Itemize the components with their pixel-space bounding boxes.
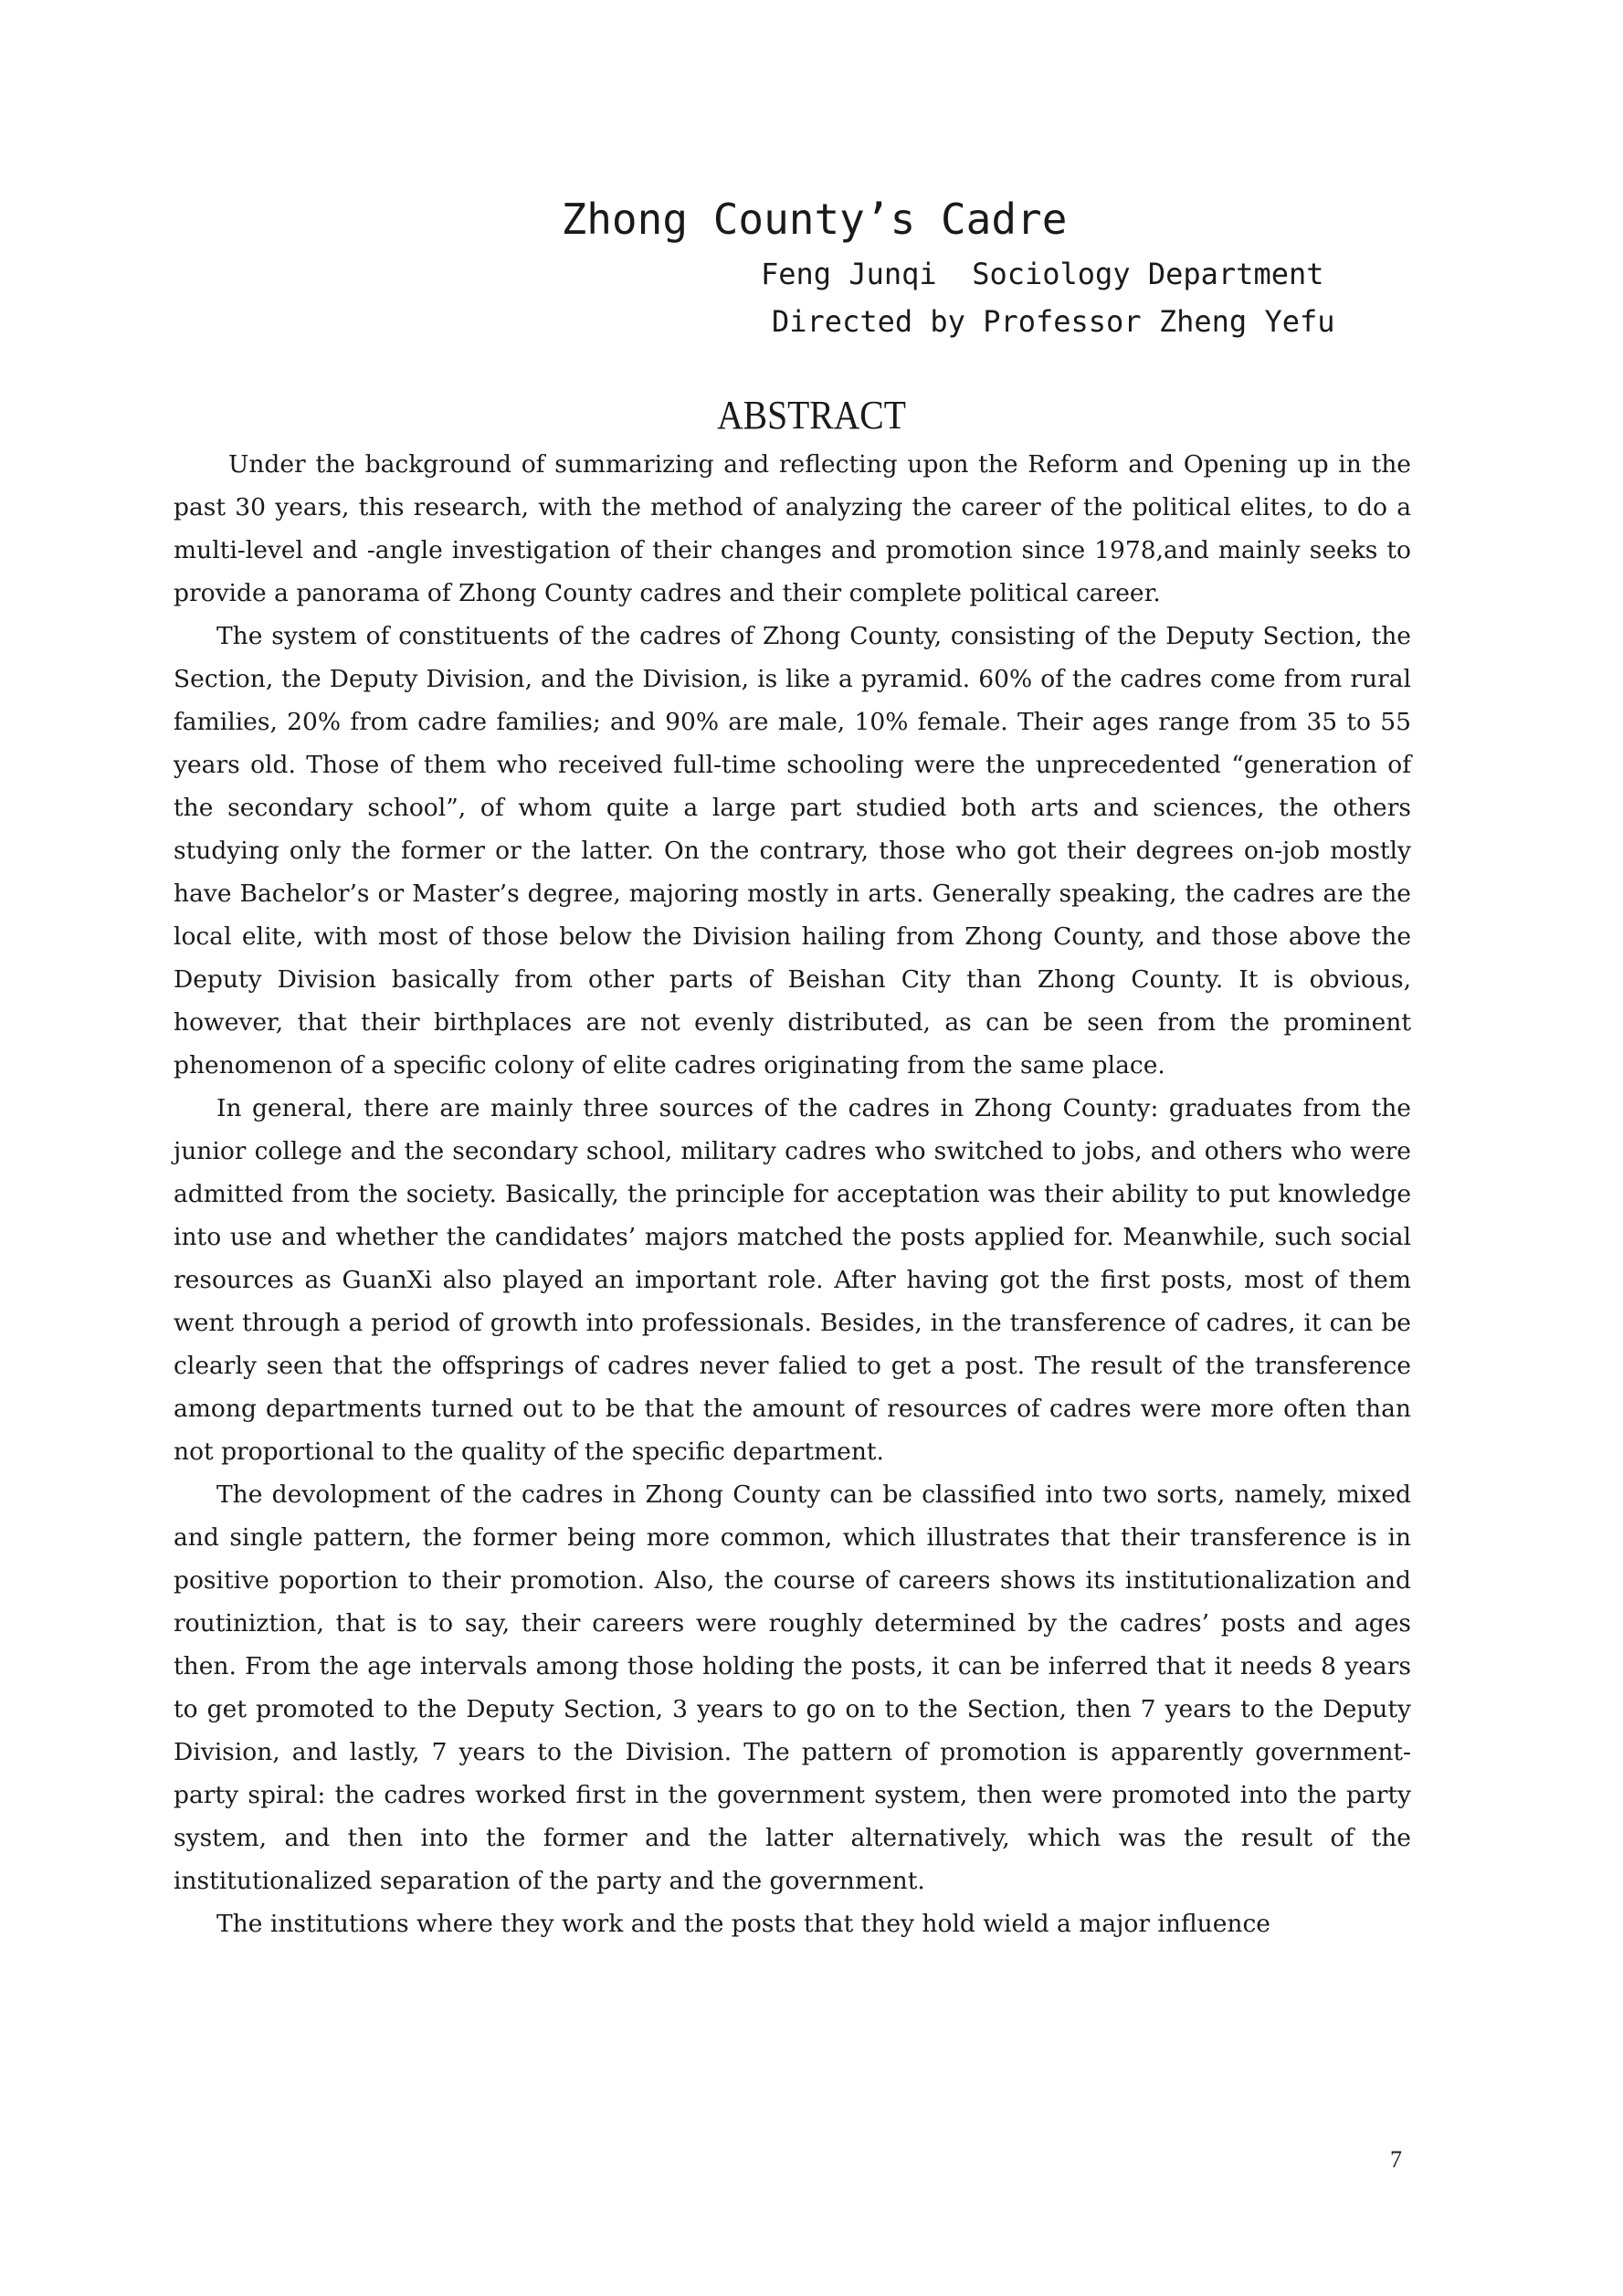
page-number: 7 — [1390, 2146, 1402, 2173]
author-line: Feng Junqi Sociology Department — [761, 257, 1324, 291]
abstract-paragraph: The system of constituents of the cadres of Zhong County, consisting of the Deputy Section, the Section, the Deputy Division, and the Division, is like a pyramid. 60% of the cadres come from rural families, 20% from cadre families; and 90% are male, 10% female. Their ages range from 35 to 55 years old. Those of them who received full-time schooling were the unprecedented “generation of the secondary school”, of whom quite a large part studied both arts and sciences, the others studying only the former or the latter. On the contrary, those who got their degrees on-job mostly have Bachelor’s or Master’s degree, majoring mostly in arts. Generally speaking, the cadres are the local elite, with most of those below the Division hailing from Zhong County, and those above the Deputy Division basically from other parts of Beishan City than Zhong County. It is obvious, however, that their birthplaces are not evenly distributed, as can be seen from the prominent phenomenon of a specific colony of elite cadres originating from the same place. — [174, 622, 1411, 1080]
abstract-paragraph: Under the background of summarizing and reflecting upon the Reform and Opening up in the past 30 years, this research, with the method of analyzing the career of the political elites, to do a multi-level and -angle investigation of their changes and promotion since 1978,and mainly seeks to provide a panorama of Zhong County cadres and their complete political career. — [174, 450, 1411, 607]
abstract-paragraph: The devolopment of the cadres in Zhong County can be classified into two sorts, namely, mixed and single pattern, the former being more common, which illustrates that their transference is in positive poportion to their promotion. Also, the course of careers shows its institutionalization and routiniztion, that is to say, their careers were roughly determined by the cadres’ posts and ages then. From the age intervals among those holding the posts, it can be inferred that it needs 8 years to get promoted to the Deputy Section, 3 years to go on to the Section, then 7 years to the Deputy Division, and lastly, 7 years to the Division. The pattern of promotion is apparently government-party spiral: the cadres worked first in the government system, then were promoted into the party system, and then into the former and the latter alternatively, which was the result of the institutionalized separation of the party and the government. — [174, 1480, 1411, 1895]
abstract-paragraph: The institutions where they work and the posts that they hold wield a major influence — [216, 1910, 1270, 1938]
document-title: Zhong County’s Cadre — [561, 195, 1068, 244]
director-line: Directed by Professor Zheng Yefu — [772, 304, 1335, 339]
abstract-body — [174, 443, 1411, 1945]
abstract-heading: ABSTRACT — [717, 393, 906, 437]
abstract-paragraph: In general, there are mainly three sources of the cadres in Zhong County: graduates from the junior college and the secondary school, military cadres who switched to jobs, and others who were admitted from the society. Basically, the principle for acceptation was their ability to put knowledge into use and whether the candidates’ majors matched the posts applied for. Meanwhile, such social resources as GuanXi also played an important role. After having got the first posts, most of them went through a period of growth into professionals. Besides, in the transference of cadres, it can be clearly seen that the offsprings of cadres never falied to get a post. The result of the transference among departments turned out to be that the amount of resources of cadres were more often than not proportional to the quality of the specific department. — [174, 1094, 1411, 1466]
